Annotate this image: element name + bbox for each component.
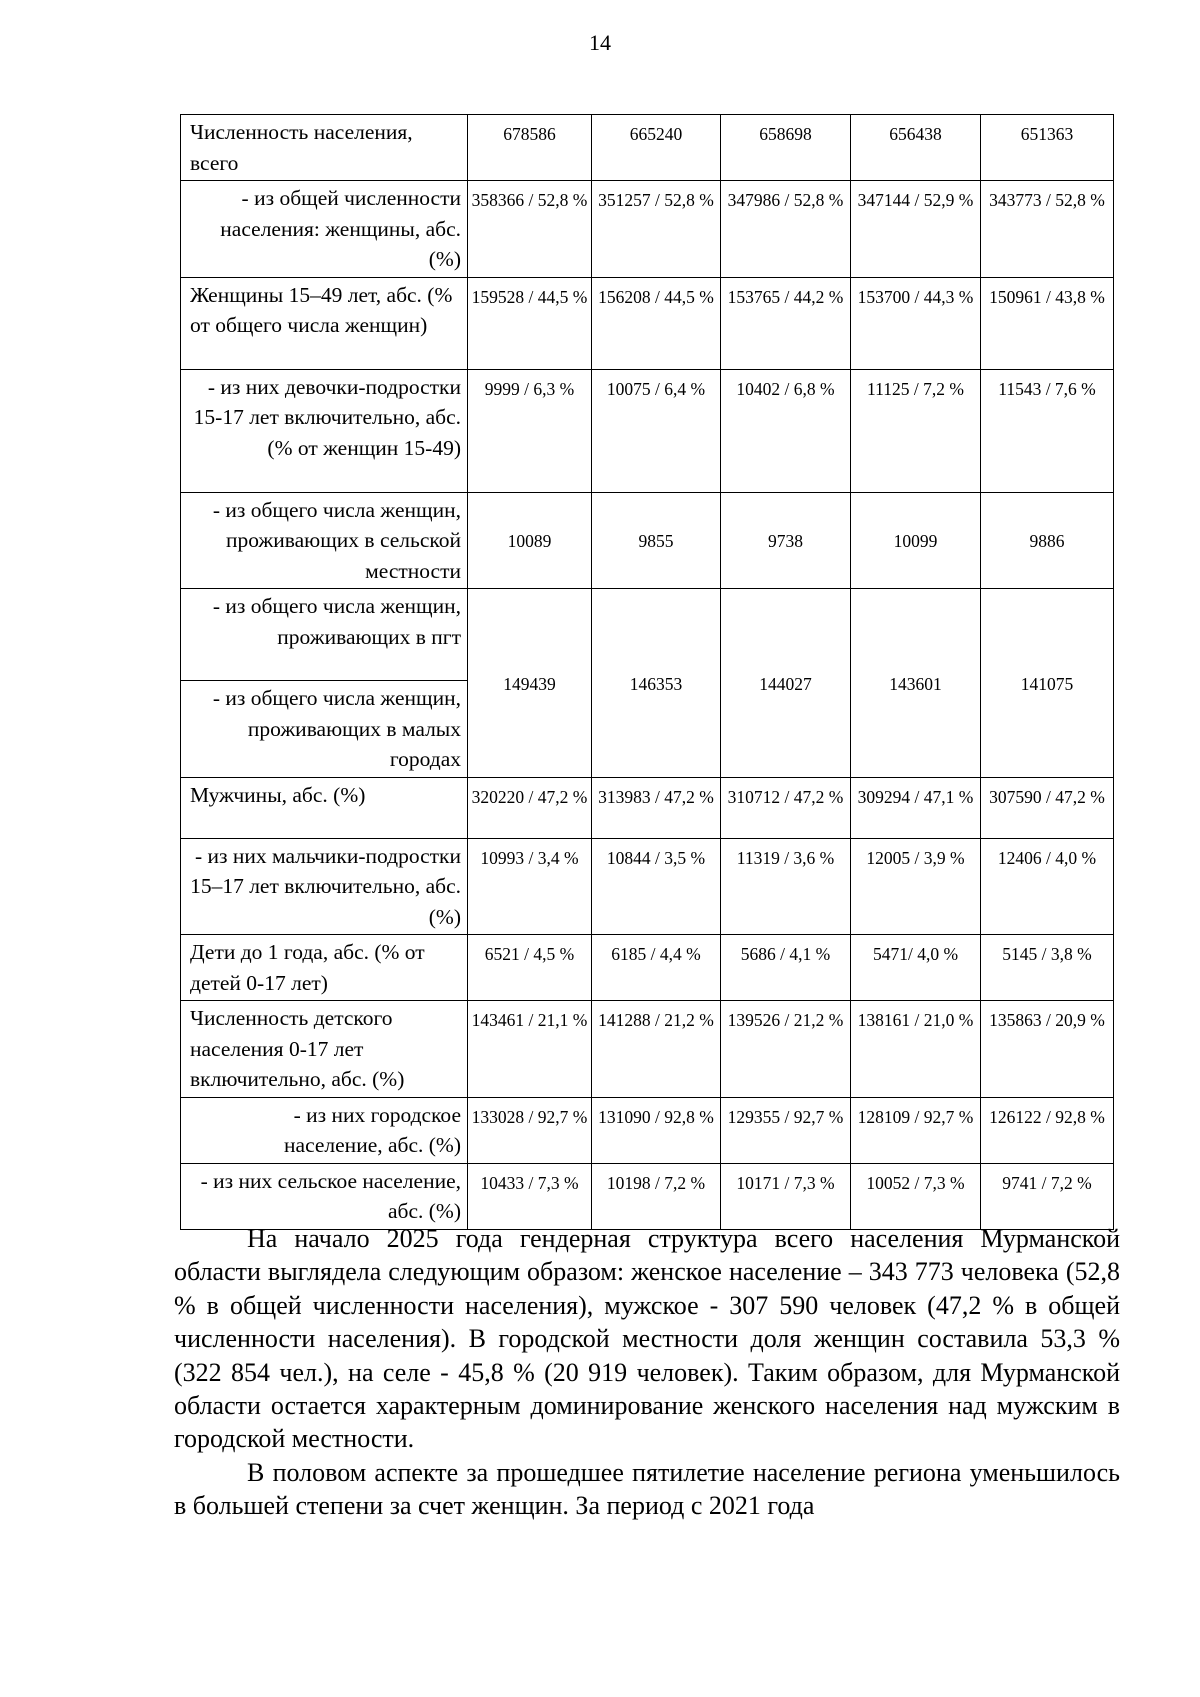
- table-cell: 10433 / 7,3 %: [468, 1163, 592, 1229]
- table-cell: 651363: [981, 115, 1114, 181]
- table-cell: 320220 / 47,2 %: [468, 777, 592, 838]
- table-cell: 10171 / 7,3 %: [721, 1163, 851, 1229]
- table-row: [181, 935, 1114, 1001]
- row-label: - из них мальчики-подростки 15–17 лет включительно, абс. (%): [181, 838, 468, 935]
- table-cell: 5471/ 4,0 %: [851, 935, 981, 1001]
- row-label: Дети до 1 года, абс. (% от детей 0-17 лет): [181, 935, 468, 1001]
- table-row: [181, 777, 1114, 838]
- table-cell: 358366 / 52,8 %: [468, 181, 592, 278]
- table-cell: 9741 / 7,2 %: [981, 1163, 1114, 1229]
- table-cell: 9855: [592, 492, 721, 589]
- table-row: [181, 1001, 1114, 1098]
- table-cell: 313983 / 47,2 %: [592, 777, 721, 838]
- table-cell: 131090 / 92,8 %: [592, 1097, 721, 1163]
- table-cell: 12005 / 3,9 %: [851, 838, 981, 935]
- table-cell: 10844 / 3,5 %: [592, 838, 721, 935]
- row-label: Мужчины, абс. (%): [181, 777, 468, 838]
- table-cell: 307590 / 47,2 %: [981, 777, 1114, 838]
- table-cell: 9738: [721, 492, 851, 589]
- row-label: - из общего числа женщин, проживающих в сельской местности: [181, 492, 468, 589]
- table-cell: 150961 / 43,8 %: [981, 277, 1114, 369]
- table-cell: 10052 / 7,3 %: [851, 1163, 981, 1229]
- table-cell: 10198 / 7,2 %: [592, 1163, 721, 1229]
- table-cell: 343773 / 52,8 %: [981, 181, 1114, 278]
- table-cell: 6521 / 4,5 %: [468, 935, 592, 1001]
- table-cell: 144027: [721, 589, 851, 778]
- table-row: [181, 492, 1114, 589]
- table-row: [181, 181, 1114, 278]
- table-cell: 149439: [468, 589, 592, 778]
- table-row: [181, 838, 1114, 935]
- table-cell: 10075 / 6,4 %: [592, 369, 721, 492]
- table-cell: 6185 / 4,4 %: [592, 935, 721, 1001]
- table-cell: 9886: [981, 492, 1114, 589]
- table-cell: 133028 / 92,7 %: [468, 1097, 592, 1163]
- table-cell: 159528 / 44,5 %: [468, 277, 592, 369]
- row-label: Женщины 15–49 лет, абс. (% от общего числа женщин): [181, 277, 468, 369]
- table-cell: 310712 / 47,2 %: [721, 777, 851, 838]
- table-row: [181, 1163, 1114, 1229]
- table-cell: 678586: [468, 115, 592, 181]
- row-label: - из общего числа женщин, проживающих в малых городах: [181, 681, 468, 778]
- row-label: Численность детского населения 0-17 лет включительно, абс. (%): [181, 1001, 468, 1098]
- table-row: [181, 589, 1114, 681]
- table-cell: 665240: [592, 115, 721, 181]
- table-row: [181, 369, 1114, 492]
- table-cell: 5145 / 3,8 %: [981, 935, 1114, 1001]
- table-cell: 141288 / 21,2 %: [592, 1001, 721, 1098]
- population-table: [180, 114, 1114, 1230]
- table-cell: 10099: [851, 492, 981, 589]
- table-cell: 138161 / 21,0 %: [851, 1001, 981, 1098]
- table-cell: 146353: [592, 589, 721, 778]
- table-cell: 12406 / 4,0 %: [981, 838, 1114, 935]
- table-cell: 139526 / 21,2 %: [721, 1001, 851, 1098]
- table-cell: 309294 / 47,1 %: [851, 777, 981, 838]
- row-label: Численность населения, всего: [181, 115, 468, 181]
- table-cell: 156208 / 44,5 %: [592, 277, 721, 369]
- row-label: - из общей численности населения: женщины, абс. (%): [181, 181, 468, 278]
- table-cell: 143461 / 21,1 %: [468, 1001, 592, 1098]
- table-cell: 347986 / 52,8 %: [721, 181, 851, 278]
- table-cell: 143601: [851, 589, 981, 778]
- row-label: - из них девочки-подростки 15-17 лет включительно, абс. (% от женщин 15-49): [181, 369, 468, 492]
- row-label: - из них городское население, абс. (%): [181, 1097, 468, 1163]
- body-text: [174, 1222, 1120, 1523]
- table-cell: 11319 / 3,6 %: [721, 838, 851, 935]
- table-cell: 10993 / 3,4 %: [468, 838, 592, 935]
- table-cell: 11543 / 7,6 %: [981, 369, 1114, 492]
- table-cell: 153700 / 44,3 %: [851, 277, 981, 369]
- table-cell: 351257 / 52,8 %: [592, 181, 721, 278]
- paragraph: На начало 2025 года гендерная структура всего населения Мурманской области выглядела следующим образом: женское население – 343 773 человека (52,8 % в общей численности населения), мужское - 307 590 человек (47,2 % в общей численности населения). В городской местности доля женщин составила 53,3 % (322 854 чел.), на селе - 45,8 % (20 919 человек). Таким образом, для Мурманской области остается характерным доминирование женского населения над мужским в городской местности.: [174, 1224, 1120, 1454]
- table-cell: 347144 / 52,9 %: [851, 181, 981, 278]
- table-cell: 153765 / 44,2 %: [721, 277, 851, 369]
- table-cell: 10402 / 6,8 %: [721, 369, 851, 492]
- table-row: [181, 1097, 1114, 1163]
- table-cell: 10089: [468, 492, 592, 589]
- table-cell: 11125 / 7,2 %: [851, 369, 981, 492]
- table-cell: 135863 / 20,9 %: [981, 1001, 1114, 1098]
- table-cell: 128109 / 92,7 %: [851, 1097, 981, 1163]
- table-cell: 5686 / 4,1 %: [721, 935, 851, 1001]
- table-cell: 658698: [721, 115, 851, 181]
- paragraph: В половом аспекте за прошедшее пятилетие население региона уменьшилось в большей степени за счет женщин. За период с 2021 года: [174, 1457, 1120, 1521]
- row-label: - из них сельское население, абс. (%): [181, 1163, 468, 1229]
- page-number: 14: [589, 30, 611, 55]
- table-row: [181, 115, 1114, 181]
- table-cell: 656438: [851, 115, 981, 181]
- table-cell: 129355 / 92,7 %: [721, 1097, 851, 1163]
- row-label: - из общего числа женщин, проживающих в пгт: [181, 589, 468, 681]
- table-row: [181, 277, 1114, 369]
- table-cell: 126122 / 92,8 %: [981, 1097, 1114, 1163]
- table-cell: 9999 / 6,3 %: [468, 369, 592, 492]
- table-cell: 141075: [981, 589, 1114, 778]
